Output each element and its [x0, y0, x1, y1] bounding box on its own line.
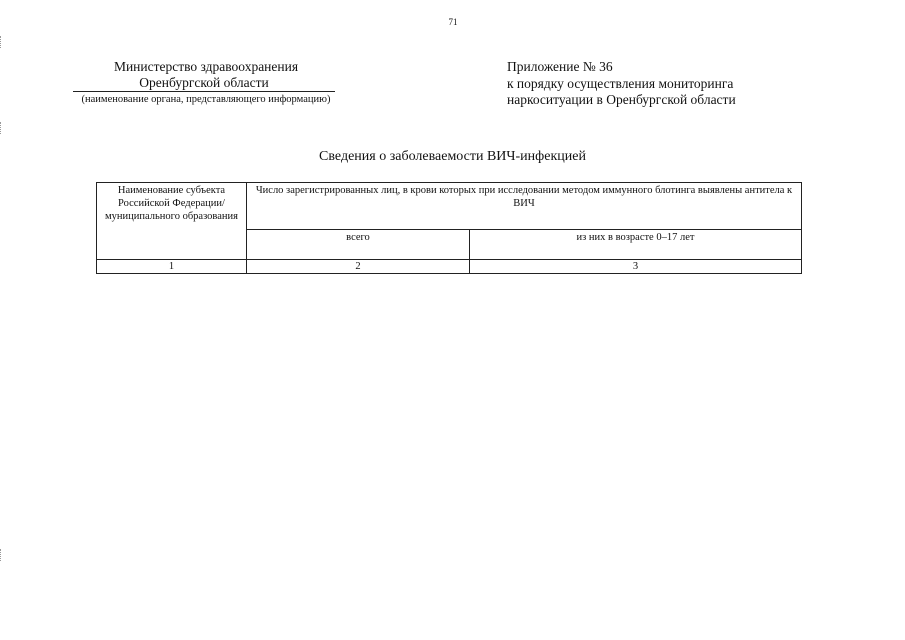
appendix-number: Приложение № 36 [507, 59, 613, 74]
header-total: всего [247, 230, 470, 260]
header-subject-name: Наименование субъекта Российской Федерации/ муниципального образования [97, 183, 247, 260]
table-header-row [97, 183, 802, 230]
margin-mark-middle [0, 122, 3, 134]
document-title: Сведения о заболеваемости ВИЧ-инфекцией [319, 149, 586, 164]
table-column-numbers-row [97, 260, 802, 274]
page-number: 71 [448, 17, 458, 27]
column-number-2: 2 [247, 260, 470, 274]
organization-block [40, 59, 372, 107]
organization-caption: (наименование органа, представляющего информацию) [81, 94, 331, 105]
appendix-block [507, 59, 807, 109]
header-age-0-17: из них в возрасте 0–17 лет [470, 230, 802, 260]
header-registered-persons: Число зарегистрированных лиц, в крови которых при исследовании методом иммунного блотинга выявлены антитела к ВИЧ [247, 183, 802, 230]
column-number-3: 3 [470, 260, 802, 274]
organization-name-line2: Оренбургской области [73, 75, 335, 92]
appendix-description-line1: к порядку осуществления мониторинга [507, 75, 734, 91]
column-number-1: 1 [97, 260, 247, 274]
margin-mark-top [0, 36, 3, 48]
appendix-description-line2: наркоситуации в Оренбургской области [507, 92, 736, 107]
report-table [96, 182, 802, 274]
organization-name-line1: Министерство здравоохранения [113, 59, 299, 74]
margin-mark-bottom [0, 549, 3, 561]
